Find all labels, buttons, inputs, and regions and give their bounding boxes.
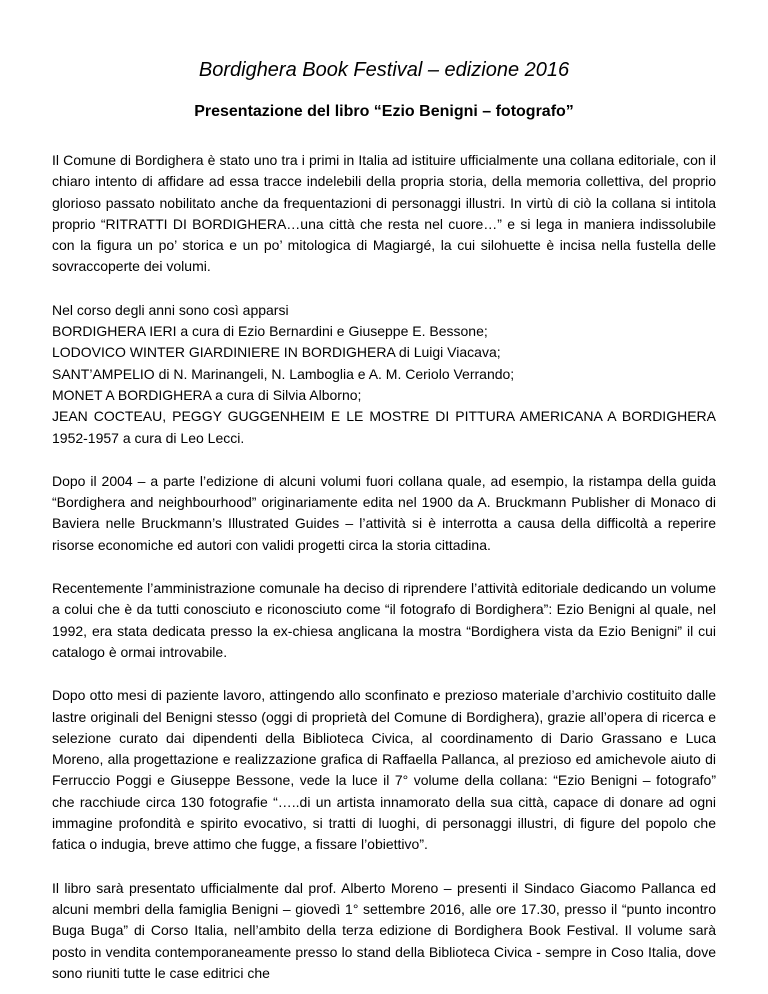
paragraph-after-2004: Dopo il 2004 – a parte l’edizione di alcuni volumi fuori collana quale, ad esempio, la ristampa della guida “Bordighera and neighbourhood” originariamente edita nel 1900 da A. Bruckmann Publisher di Monaco di Baviera nelle Bruckmann’s Illustrated Guides – l’attività si è interrotta a causa della difficoltà a reperire risorse economiche ed autori con validi progetti circa la storia cittadina. [52,472,716,553]
document-page [52,0,716,984]
volume-item: MONET A BORDIGHERA a cura di Silvia Alborno; [52,386,362,403]
volume-item: JEAN COCTEAU, PEGGY GUGGENHEIM E LE MOSTRE DI PITTURA AMERICANA A BORDIGHERA 1952-1957 a cura di Leo Lecci. [52,408,716,446]
volume-item: SANT’AMPELIO di N. Marinangeli, N. Lamboglia e A. M. Ceriolo Verrando; [52,365,515,382]
volumes-list-intro: Nel corso degli anni sono così apparsi [52,301,289,318]
document-title: Bordighera Book Festival – edizione 2016 [198,59,570,81]
paragraph-ripresa-attivita: Recentemente l’amministrazione comunale ha deciso di riprendere l’attività editoriale dedicando un volume a colui che è da tutti conosciuto e riconosciuto come “il fotografo di Bordighera”: Ezio Benigni al quale, nel 1992, era stata dedicata presso la ex-chiesa anglicana la mostra “Bordighera vista da Ezio Benigni” il cui catalogo è ormai introvabile. [52,580,716,660]
volume-item: BORDIGHERA IERI a cura di Ezio Bernardini e Giuseppe E. Bessone; [52,323,488,340]
document-subtitle: Presentazione del libro “Ezio Benigni – fotografo” [194,103,574,120]
paragraph-collana-intro: Il Comune di Bordighera è stato uno tra i primi in Italia ad istituire ufficialmente una collana editoriale, con il chiaro intento di affidare ad essa tracce indelebili della propria storia, della memoria collettiva, del proprio glorioso passato nobilitato anche da frequentazioni di personaggi illustri. In virtù di ciò la collana si intitola proprio “RITRATTI DI BORDIGHERA…una città che resta nel cuore…” e si lega in maniera indissolubile con la figura un po’ storica e un po’ mitologica di Magiargé, la cui silohuette è incisa nella fustella delle sovraccoperte dei volumi. [52,152,716,275]
paragraph-lavoro-volume: Dopo otto mesi di paziente lavoro, attingendo allo sconfinato e prezioso materiale d’archivio costituito dalle lastre originali del Benigni stesso (oggi di proprietà del Comune di Bordighera), grazie all’opera di ricerca e selezione curato dai dipendenti della Biblioteca Civica, al coordinamento di Dario Grassano e Luca Moreno, alla progettazione e realizzazione grafica di Raffaella Pallanca, al prezioso ed amichevole aiuto di Ferruccio Poggi e Giuseppe Bessone, vede la luce il 7° volume della collana: “Ezio Benigni – fotografo” che racchiude circa 130 fotografie “…..di un artista innamorato della sua città, capace di donare ad ogni immagine profondità e spirito evocativo, si tratti di luoghi, di personaggi illustri, di figure del popolo che fatica o indugia, breve attimo che fugge, a fissare l’obiettivo”. [52,687,716,853]
volume-item: LODOVICO WINTER GIARDINIERE IN BORDIGHERA di Luigi Viacava; [52,344,501,361]
paragraph-presentazione: Il libro sarà presentato ufficialmente dal prof. Alberto Moreno – presenti il Sindaco Giacomo Pallanca ed alcuni membri della famiglia Benigni – giovedì 1° settembre 2016, alle ore 17.30, presso il “punto incontro Buga Buga” di Corso Italia, nell’ambito della terza edizione di Bordighera Book Festival. Il volume sarà posto in vendita contemporaneamente presso lo stand della Biblioteca Civica - sempre in Coso Italia, dove sono riuniti tutte le case editrici che [52,879,716,981]
volumes-list [52,300,716,449]
